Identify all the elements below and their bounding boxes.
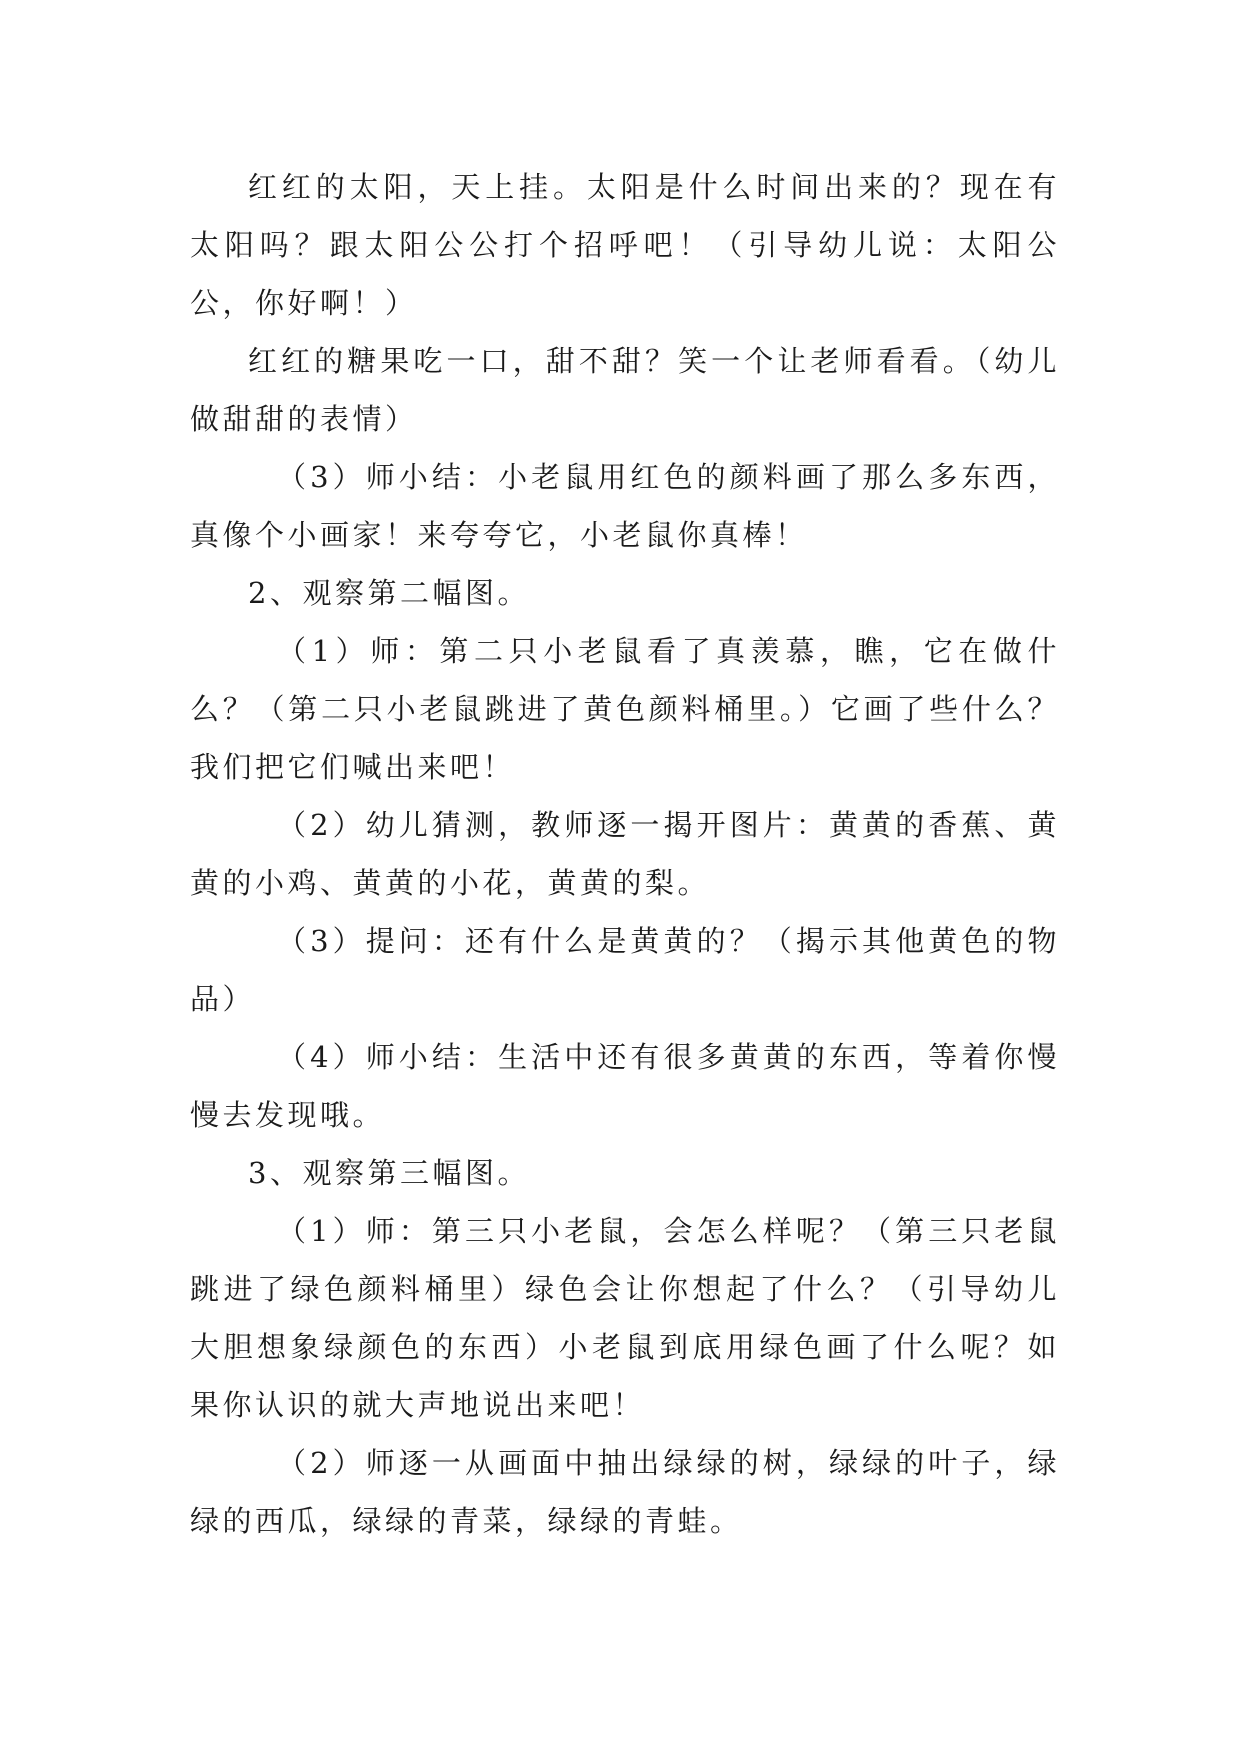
heading-third-picture: 3、观察第三幅图。: [248, 1156, 530, 1190]
paragraph-candy: 红红的糖果吃一口，甜不甜？笑一个让老师看看。（幼儿做甜甜的表情）: [190, 344, 1060, 436]
paragraph-green-items: （2）师逐一从画面中抽出绿绿的树，绿绿的叶子，绿绿的西瓜，绿绿的青菜，绿绿的青蛙。: [190, 1446, 1060, 1538]
paragraph-red-summary: （3）师小结：小老鼠用红色的颜料画了那么多东西，真像个小画家！来夸夸它，小老鼠你真棒！: [190, 460, 1060, 552]
paragraph-sun: 红红的太阳，天上挂。太阳是什么时间出来的？现在有太阳吗？跟太阳公公打个招呼吧！（引导幼儿说：太阳公公，你好啊！）: [190, 170, 1060, 320]
paragraph-yellow-guess: （2）幼儿猜测，教师逐一揭开图片：黄黄的香蕉、黄黄的小鸡、黄黄的小花，黄黄的梨。: [190, 808, 1060, 900]
paragraph-yellow-summary: （4）师小结：生活中还有很多黄黄的东西，等着你慢慢去发现哦。: [190, 1040, 1060, 1132]
paragraph-second-mouse: （1）师：第二只小老鼠看了真羡慕，瞧，它在做什么？（第二只小老鼠跳进了黄色颜料桶里。）它画了些什么？我们把它们喊出来吧！: [190, 634, 1060, 784]
paragraph-third-mouse: （1）师：第三只小老鼠，会怎么样呢？（第三只老鼠跳进了绿色颜料桶里）绿色会让你想起了什么？（引导幼儿大胆想象绿颜色的东西）小老鼠到底用绿色画了什么呢？如果你认识的就大声地说出来吧！: [190, 1214, 1060, 1422]
heading-second-picture: 2、观察第二幅图。: [248, 576, 530, 610]
document-body: [190, 158, 1060, 1550]
paragraph-yellow-question: （3）提问：还有什么是黄黄的？（揭示其他黄色的物品）: [190, 924, 1060, 1016]
